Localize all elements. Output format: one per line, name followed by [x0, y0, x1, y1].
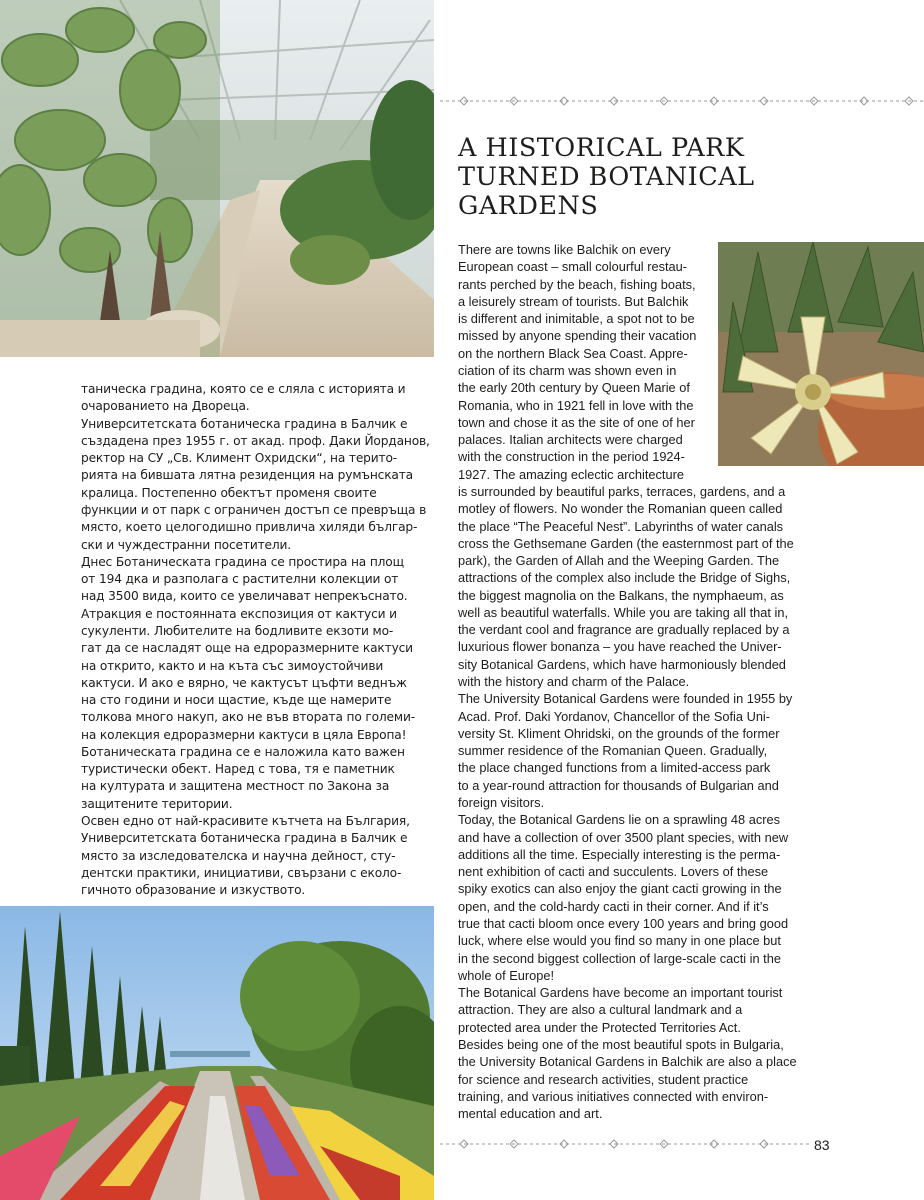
- text-line: is surrounded by beautiful parks, terraces, gardens, and a: [458, 483, 786, 499]
- text-line: функции и от парк с ограничен достъп се превръща в: [81, 502, 427, 517]
- text-line: от 194 дка и разполага с растителни колекции от: [81, 572, 399, 587]
- text-line: кралица. Постепенно обектът променя своите: [81, 485, 377, 500]
- text-line: Besides being one of the most beautiful spots in Bulgaria,: [458, 1036, 784, 1052]
- text-line: Ботаническата градина се е наложила като важен: [81, 744, 405, 759]
- page-number: 83: [814, 1137, 830, 1153]
- text-line: versity St. Kliment Ohridski, on the grounds of the former: [458, 725, 780, 741]
- text-line: rants perched by the beach, fishing boats,: [458, 276, 696, 292]
- text-line: missed by anyone spending their vacation: [458, 328, 697, 344]
- text-line: There are towns like Balchik on every: [458, 242, 671, 257]
- text-line: място за изследователска и научна дейност, сту-: [81, 848, 396, 863]
- text-line: well as beautiful waterfalls. While you are taking all that in,: [458, 604, 789, 620]
- text-line: рията на бившата лятна резиденция на румънската: [81, 468, 413, 483]
- text-line: the early 20th century by Queen Marie of: [458, 380, 690, 396]
- text-line: the University Botanical Gardens in Balchik are also a place: [458, 1054, 797, 1070]
- text-line: to a year-round attraction for thousands of Bulgarian and: [458, 777, 779, 793]
- article-title: [458, 134, 908, 221]
- text-line: сукуленти. Любителите на бодливите екзоти мо-: [81, 623, 394, 638]
- text-line: гичното образование и изкуството.: [81, 883, 306, 898]
- text-line: кактуси. И ако е вярно, че кактусът цъфти веднъж: [81, 675, 407, 690]
- text-line: Acad. Prof. Daki Yordanov, Chancellor of the Sofia Uni-: [458, 708, 771, 724]
- text-line: ciation of its charm was shown even in: [458, 362, 677, 378]
- text-line: and have a collection of over 3500 plant species, with new: [458, 829, 789, 845]
- text-line: толкова много накуп, ако не във втората по големи-: [81, 710, 415, 725]
- text-line: mental education and art.: [458, 1106, 603, 1122]
- text-line: Освен едно от най-красивите кътчета на България,: [81, 814, 410, 829]
- text-line: гат да се насладят още на едроразмерните кактуси: [81, 641, 413, 656]
- text-line: in the second biggest collection of large-scale cacti in the: [458, 950, 781, 966]
- text-line: Университетската ботаническа градина в Балчик е: [81, 416, 408, 431]
- text-line: ректор на СУ „Св. Климент Охридски“, на терито-: [81, 451, 398, 466]
- text-line: whole of Europe!: [458, 967, 555, 983]
- text-line: на колекция едроразмерни кактуси в цяла Европа!: [81, 727, 407, 742]
- text-line: palaces. Italian architects were charged: [458, 432, 683, 448]
- text-line: luxurious flower bonanza – you have reached the Univer-: [458, 639, 782, 655]
- text-line: attraction. They are also a cultural landmark and a: [458, 1002, 743, 1018]
- text-line: таническа градина, която се е сляла с историята и: [81, 382, 406, 396]
- text-line: на сто години и носи щастие, къде ще намерите: [81, 693, 392, 708]
- text-line: for science and research activities, student practice: [458, 1071, 749, 1087]
- text-line: на културата и защитена местност по Закона за: [81, 779, 390, 794]
- text-line: cross the Gethsemane Garden (the easternmost part of the: [458, 535, 794, 551]
- text-line: The University Botanical Gardens were founded in 1955 by: [458, 691, 793, 707]
- text-line: Romania, who in 1921 fell in love with the: [458, 397, 694, 413]
- text-line: summer residence of the Romanian Queen. Gradually,: [458, 743, 768, 759]
- text-line: open, and the cold-hardy cacti in their corner. And if it’s: [458, 898, 769, 914]
- text-line: ски и чуждестранни посетители.: [81, 537, 292, 552]
- text-line: with the history and charm of the Palace.: [458, 674, 690, 690]
- text-line: protected area under the Protected Territories Act.: [458, 1019, 741, 1035]
- text-line: motley of flowers. No wonder the Romanian queen called: [458, 501, 783, 517]
- text-line: дентски практики, инициативи, свързани с еколо-: [81, 865, 402, 880]
- text-line: a leisurely stream of tourists. But Balchik: [458, 293, 689, 309]
- text-line: над 3500 вида, които се увеличават непрекъснато.: [81, 589, 408, 604]
- text-line: the place changed functions from a limited-access park: [458, 760, 771, 776]
- text-line: town and chose it as the site of one of her: [458, 414, 695, 430]
- text-line: The Botanical Gardens have become an important tourist: [458, 985, 783, 1001]
- text-line: защитените територии.: [81, 796, 233, 811]
- bulgarian-article-text: [81, 381, 430, 899]
- title-line: A HISTORICAL PARK: [458, 133, 745, 163]
- formal-garden-photo: [0, 906, 434, 1200]
- text-line: създадена през 1955 г. от акад. проф. Даки Йорданов,: [81, 433, 430, 448]
- title-line: GARDENS: [458, 191, 599, 221]
- text-line: foreign visitors.: [458, 795, 545, 810]
- text-line: Today, the Botanical Gardens lie on a sprawling 48 acres: [458, 812, 781, 828]
- title-line: TURNED BOTANICAL: [458, 162, 755, 192]
- text-line: място, което целогодишно привлича хиляди българ-: [81, 520, 418, 535]
- text-line: park), the Garden of Allah and the Weeping Garden. The: [458, 553, 780, 569]
- text-line: the place “The Peaceful Nest”. Labyrinths of water canals: [458, 518, 784, 534]
- text-line: Университетската ботаническа градина в Балчик е: [81, 831, 408, 846]
- text-line: is different and inimitable, a spot not to be: [458, 311, 695, 327]
- text-line: очарованието на Двореца.: [81, 399, 250, 414]
- text-line: the verdant cool and fragrance are gradually replaced by a: [458, 622, 790, 638]
- text-line: на открито, както и на къта със зимоустойчиви: [81, 658, 384, 673]
- text-line: туристически обект. Наред с това, тя е паметник: [81, 762, 395, 777]
- text-line: the biggest magnolia on the Balkans, the nymphaeum, as: [458, 587, 784, 603]
- text-line: spiky exotics can also enjoy the giant cacti growing in the: [458, 881, 782, 897]
- text-line: training, and various initiatives connected with environ-: [458, 1088, 769, 1104]
- text-line: sity Botanical Gardens, which have harmoniously blended: [458, 656, 786, 672]
- text-line: with the construction in the period 1924-: [458, 449, 685, 465]
- english-article-text: [458, 241, 797, 1122]
- ornament-divider-bottom: [440, 1139, 810, 1149]
- text-line: Атракция е постоянната експозиция от кактуси и: [81, 606, 397, 621]
- greenhouse-cacti-photo: [0, 0, 434, 357]
- text-line: luck, where else would you find so many in one place but: [458, 933, 781, 949]
- ornament-divider-top: [440, 96, 924, 106]
- text-line: true that cacti bloom once every 100 years and bring good: [458, 915, 789, 931]
- text-line: European coast – small colourful restau-: [458, 259, 688, 275]
- text-line: 1927. The amazing eclectic architecture: [458, 466, 684, 482]
- text-line: nent exhibition of cacti and succulents. Lovers of these: [458, 864, 769, 880]
- text-line: additions all the time. Especially interesting is the perma-: [458, 846, 781, 862]
- text-line: attractions of the complex also include the Bridge of Sighs,: [458, 570, 791, 586]
- text-line: Днес Ботаническата градина се простира на площ: [81, 554, 404, 569]
- text-line: on the northern Black Sea Coast. Appre-: [458, 345, 688, 361]
